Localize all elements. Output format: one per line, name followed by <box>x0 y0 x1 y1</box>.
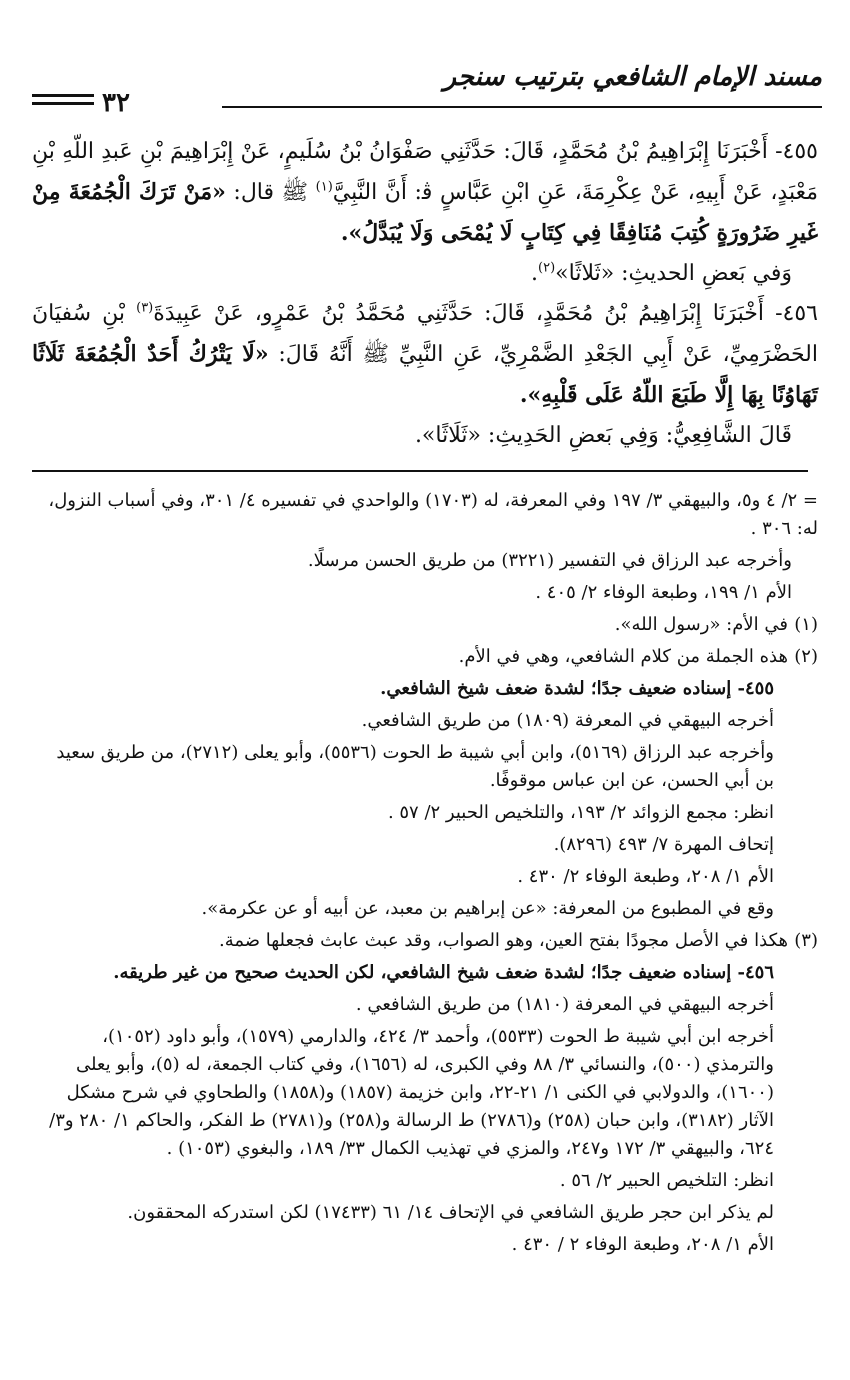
header-rule <box>222 106 822 108</box>
footnote-line: الأم ١/ ٢٠٨، وطبعة الوفاء ٢/ ٤٣٠ . <box>517 866 774 887</box>
hadith-455-variant: وَفي بَعضِ الحديثِ: «ثَلاثًا»$^{(٢)}$. <box>531 260 792 286</box>
footnote-line: وأخرجه عبد الرزاق في التفسير (٣٢٢١) من طريق الحسن مرسلًا. <box>307 550 792 571</box>
footnote-line: الأم ١/ ٢٠٨، وطبعة الوفاء ٢ / ٤٣٠ . <box>511 1234 774 1255</box>
footnote-text: هذه الجملة من كلام الشافعي، وهي في الأم. <box>458 646 788 667</box>
footnote-line: إتحاف المهرة ٧/ ٤٩٣ (٨٢٩٦). <box>553 834 774 855</box>
footnote-line: أخرجه ابن أبي شيبة ط الحوت (٥٥٣٣)، وأحمد ٣/ ٤٢٤، والدارمي (١٥٧٩)، وأبو داود (١٠٥٢)، والترمذي (٥٠٠)، والنسائي ٣/ ٨٨ وفي الكبرى، له (١٦٥٦)، وفي كتاب الجمعة، له (٥)، وأبو يعلى (١٦٠٠)، والدولابي في الكنى ١/ ٢١-٢٢، وابن خزيمة (١٨٥٧) و(١٨٥٨) والطحاوي في شرح مشكل الآثار (٣١٨٢)، وابن حبان (٢٥٨) و(٢٧٨٦) ط الرسالة و(٢٥٨) و(٢٧٨١) ط الفكر، والحاكم ١/ ٢٨٠ و٣/ ٦٢٤، والبيهقي ٣/ ١٧٢ و٢٤٧، والمزي في تهذيب الكمال ٣٣/ ١٨٩، والبغوي (١٠٥٣) . <box>49 1026 774 1159</box>
footnote-ref-3: (٣) <box>136 300 154 316</box>
footnote-ref-2: (٢) <box>538 260 556 276</box>
variant-text: وَفي بَعضِ الحديثِ: «ثَلاثًا» <box>555 261 792 286</box>
footnote-line: لم يذكر ابن حجر طريق الشافعي في الإتحاف ١٤/ ٦١ (١٧٤٣٣) لكن استدركه المحققون. <box>127 1202 774 1223</box>
shafii-comment: قَالَ الشَّافِعِيُّ: وَفِي بَعضِ الحَدِيثِ: «ثَلَاثًا». <box>414 423 792 448</box>
page-number-rule-top <box>32 94 94 97</box>
footnote-line: أخرجه البيهقي في المعرفة (١٨٠٩) من طريق الشافعي. <box>361 710 774 731</box>
hadith-455-matn: «مَنْ تَرَكَ الْجُمُعَةَ مِنْ غَيرِ ضَرُورَةٍ كُتِبَ مُنَافِقًا فِي كِتَابٍ لَا يُمْحَى وَلَا يُبَدَّلُ». <box>32 179 818 246</box>
hadith-456-matn: «لَا يَتْرُكُ أَحَدٌ الْجُمُعَةَ ثَلَاثًا تَهَاوُنًا بِهَا إِلَّا طَبَعَ اللّهُ عَلَى قَلْبِهِ». <box>32 341 818 408</box>
footnote-continuation: = ٢/ ٤ و٥، والبيهقي ٣/ ١٩٧ وفي المعرفة، له (١٧٠٣) والواحدي في تفسيره ٤/ ٣٠١، وفي أسباب النزول، له: ٣٠٦ . <box>48 490 818 539</box>
footnote-line: وقع في المطبوع من المعرفة: «عن إبراهيم بن معبد، عن أبيه أو عن عكرمة». <box>201 898 774 919</box>
footnote-1 <box>32 611 818 639</box>
footnotes <box>32 487 818 1263</box>
page-number: ٣٢ <box>102 88 130 118</box>
main-text <box>32 132 818 456</box>
hadith-456-isnad-end: بْنِ سُفيَانَ الحَضْرَمِيِّ، عَنْ أَبِي الجَعْدِ الضَّمْرِيِّ، عَنِ النَّبِيِّ ﷺ أَنَّهُ قَالَ: <box>32 301 818 367</box>
footnote-line: وأخرجه عبد الرزاق (٥١٦٩)، وابن أبي شيبة ط الحوت (٥٥٣٦)، وأبو يعلى (٢٧١٢)، من طريق سعيد بن أبي الحسن، عن ابن عباس موقوفًا. <box>56 742 774 791</box>
hadith-455 <box>32 132 818 254</box>
hadith-455-isnad-end: ﷺ قال: <box>233 180 309 205</box>
footnote-line: انظر: مجمع الزوائد ٢/ ١٩٣، والتلخيص الحبير ٢/ ٥٧ . <box>387 802 774 823</box>
footnote-line: الأم ١/ ١٩٩، وطبعة الوفاء ٢/ ٤٠٥ . <box>535 582 792 603</box>
footnote-line: أخرجه البيهقي في المعرفة (١٨١٠) من طريق الشافعي . <box>355 994 774 1015</box>
footnote-3 <box>32 927 818 955</box>
takhrij-heading-455: ٤٥٥- إسناده ضعيف جدًا؛ لشدة ضعف شيخ الشافعي. <box>380 678 774 699</box>
page-number-rule-bottom <box>32 102 94 105</box>
footnote-separator <box>32 470 808 472</box>
footnote-text: هكذا في الأصل مجودًا بفتح العين، وهو الصواب، وقد عبث عابث فجعلها ضمة. <box>218 930 788 951</box>
footnote-line: انظر: التلخيص الحبير ٢/ ٥٦ . <box>559 1170 774 1191</box>
hadith-456 <box>32 294 818 416</box>
page-header <box>32 62 822 118</box>
footnote-number: (١) <box>794 614 818 635</box>
footnote-text: في الأم: «رسول الله». <box>614 614 788 635</box>
hadith-456-isnad: ٤٥٦- أَخْبَرَنَا إِبْرَاهِيمُ بْنُ مُحَمَّدٍ، قَالَ: حَدَّثَنِي مُحَمَّدُ بْنُ عَمْرٍو، عَنْ عَبِيدَةَ <box>153 301 818 326</box>
running-title: مسند الإمام الشافعي بترتيب سنجر <box>443 62 822 92</box>
footnote-2 <box>32 643 818 671</box>
hadith-455-isnad: ٤٥٥- أَخْبَرَنَا إِبْرَاهِيمُ بْنُ مُحَمَّدٍ، قَالَ: حَدَّثَنِي صَفْوَانُ بْنُ سُلَيمٍ، عَنْ إِبْرَاهِيمَ بْنِ عَبدِ اللّهِ بْنِ مَعْبَدٍ، عَنْ أَبِيهِ، عَنْ عِكْرِمَةَ، عَنِ ابْنِ عَبَّاسٍ ﭬ: أَنَّ النَّبِيَّ <box>32 139 819 205</box>
footnote-number: (٢) <box>794 646 818 667</box>
footnote-number: (٣) <box>794 930 818 951</box>
takhrij-heading-456: ٤٥٦- إسناده ضعيف جدًا؛ لشدة ضعف شيخ الشافعي، لكن الحديث صحيح من غير طريقه. <box>113 962 774 983</box>
footnote-ref-1: (١) <box>315 179 333 195</box>
